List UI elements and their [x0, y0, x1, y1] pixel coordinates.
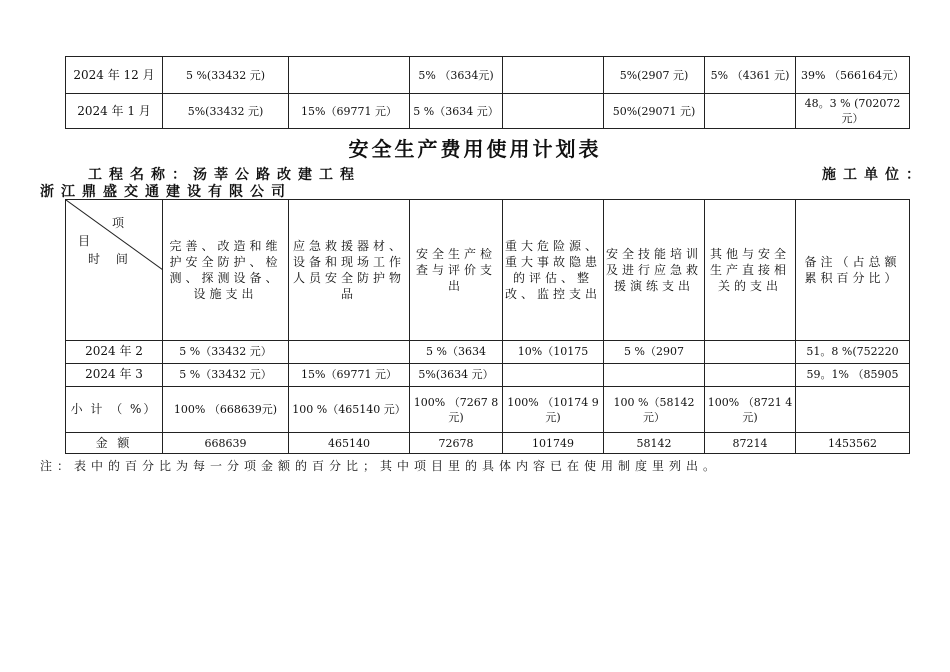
cell: 5 %（2907	[604, 341, 705, 364]
cell: 100 %（58142 元）	[604, 387, 705, 433]
cell: 39% （566164元）	[796, 57, 910, 94]
cell: 5 %(33432 元)	[163, 57, 289, 94]
cell: 59。1% （85905	[796, 364, 910, 387]
corner-label-mu: 目	[78, 234, 91, 248]
column-header-emergency-equipment: 应急救援器材、设备和现场工作人员安全防护物品	[289, 200, 410, 341]
footnote: 注：表中的百分比为每一分项金额的百分比；其中项目里的具体内容已在使用制度里列出。	[40, 459, 721, 473]
corner-label-item: 项	[112, 216, 125, 230]
corner-label-time: 时 间	[88, 252, 134, 266]
subtotal-row	[66, 387, 910, 433]
cell	[289, 57, 410, 94]
cell: 15%（69771 元）	[289, 94, 410, 129]
cell: 5%(3634 元）	[410, 364, 503, 387]
diagonal-header-cell	[66, 200, 163, 341]
cell: 101749	[503, 433, 604, 454]
cell: 5 %（3634 元）	[410, 94, 503, 129]
cell	[289, 341, 410, 364]
cell: 15%（69771 元）	[289, 364, 410, 387]
previous-page-table	[65, 56, 910, 129]
cell: 100% （668639元)	[163, 387, 289, 433]
construction-unit-label: 施工单位：	[822, 167, 927, 183]
period-cell: 2024 年 12 月	[66, 57, 163, 94]
cell: 100% （7267 8 元)	[410, 387, 503, 433]
column-header-inspection: 安全生产检查与评价支出	[410, 200, 503, 341]
cell	[503, 94, 604, 129]
column-header-remarks: 备注（占总额累积百分比）	[796, 200, 910, 341]
cell: 50%(29071 元)	[604, 94, 705, 129]
column-header-training: 安全技能培训及进行应急救援演练支出	[604, 200, 705, 341]
cell: 668639	[163, 433, 289, 454]
cell: 100 %（465140 元）	[289, 387, 410, 433]
cell: 48。3 % (702072 元）	[796, 94, 910, 129]
table-row	[66, 364, 910, 387]
period-cell: 2024 年 3	[66, 364, 163, 387]
cell	[503, 364, 604, 387]
cell: 5% （3634元)	[410, 57, 503, 94]
column-header-protection: 完善、改造和维护安全防护、检测、探测设备、设施支出	[163, 200, 289, 341]
table-row	[66, 94, 910, 129]
cell	[705, 341, 796, 364]
cell: 10%（10175	[503, 341, 604, 364]
cell: 5 %（3634	[410, 341, 503, 364]
safety-cost-plan-table	[65, 199, 910, 454]
project-name: 工程名称：汤莘公路改建工程	[88, 167, 361, 183]
cell: 51。8 %(752220	[796, 341, 910, 364]
column-header-hazard-control: 重大危险源、重大事故隐患的评估、整改、监控支出	[503, 200, 604, 341]
cell: 5%(33432 元)	[163, 94, 289, 129]
cell	[604, 364, 705, 387]
cell: 100% （10174 9 元)	[503, 387, 604, 433]
cell: 58142	[604, 433, 705, 454]
cell	[796, 387, 910, 433]
cell: 5 %（33432 元）	[163, 364, 289, 387]
cell: 5% （4361 元)	[705, 57, 796, 94]
company-name: 浙江鼎盛交通建设有限公司	[40, 184, 292, 200]
cell: 5 %（33432 元）	[163, 341, 289, 364]
column-header-other: 其他与安全生产直接相关的支出	[705, 200, 796, 341]
cell: 87214	[705, 433, 796, 454]
cell: 1453562	[796, 433, 910, 454]
cell: 72678	[410, 433, 503, 454]
subtotal-label: 小 计 （ %）	[66, 387, 163, 433]
amount-row	[66, 433, 910, 454]
cell	[705, 364, 796, 387]
period-cell: 2024 年 2	[66, 341, 163, 364]
period-cell: 2024 年 1 月	[66, 94, 163, 129]
amount-label: 金 额	[66, 433, 163, 454]
cell	[503, 57, 604, 94]
table-row	[66, 341, 910, 364]
table-row	[66, 57, 910, 94]
cell: 465140	[289, 433, 410, 454]
cell	[705, 94, 796, 129]
header-row	[66, 200, 910, 341]
cell: 100% （8721 4 元)	[705, 387, 796, 433]
page-title: 安全生产费用使用计划表	[348, 137, 602, 161]
cell: 5%(2907 元)	[604, 57, 705, 94]
